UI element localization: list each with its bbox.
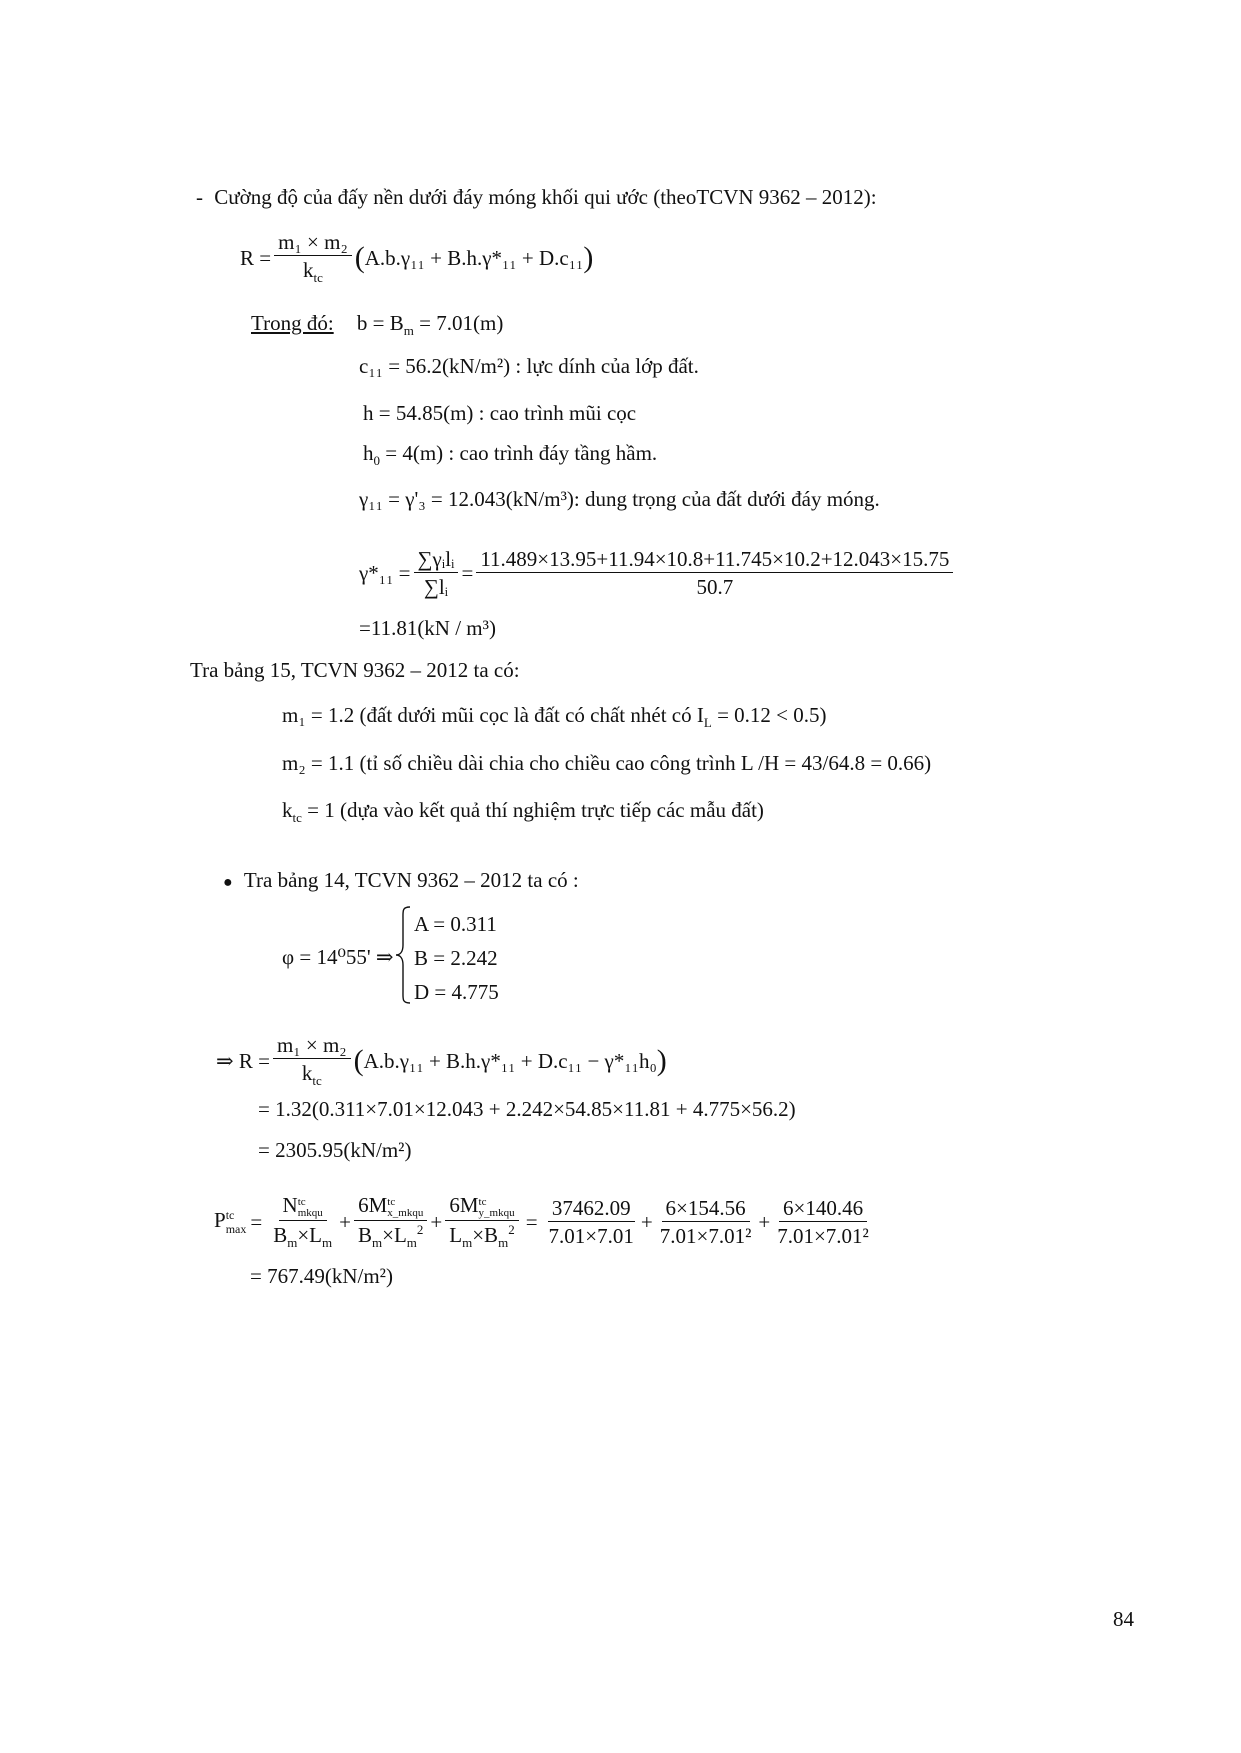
where-h0-text: h [363,441,374,465]
pmax-term3-num [445,1193,518,1220]
coef-B: B = 2.242 [414,946,498,970]
t2-den2: ×L [382,1222,407,1247]
m1-rest: = 0.12 < 0.5) [711,703,827,727]
plus-sign: + [640,1209,653,1234]
plus-sign: + [758,1209,771,1234]
where-label: Trong đó: [251,311,334,335]
plus-sign: + [339,1209,351,1234]
pmax-term2-num [354,1193,427,1220]
pmax-term1-num [279,1193,327,1220]
table15-ktc [282,798,764,826]
paren-open: ( [353,1044,364,1077]
pmax-term1 [269,1193,336,1250]
formula-r2-den-sub: tc [312,1073,322,1089]
t1-sub: mkqu [297,1206,323,1219]
gamma-star-lhs: γ*₁₁ = [359,560,411,585]
formula-gamma-star [359,538,956,608]
coef-A: A = 0.311 [414,912,497,936]
t1-scripts [298,1197,323,1219]
table15-title: Tra bảng 15, TCVN 9362 – 2012 ta có: [190,658,520,682]
m1-text: m₁ = 1.2 (đất dưới mũi cọc là đất có chất nhét có I [282,703,704,727]
pmax-value2 [656,1196,756,1248]
formula-r-den-sub: tc [313,270,323,286]
formula-r2 [216,1030,667,1092]
table14-title-line [223,868,579,893]
t2-den: B [357,1222,372,1247]
gamma-star-sym-den: ∑lᵢ [423,575,449,599]
t3-den2-sub: m [498,1234,509,1250]
formula-r2-numerator: m₁ × m₂ [273,1033,351,1059]
t1-den-sub: m [287,1234,298,1250]
t2-den-sub: m [372,1234,383,1250]
t3-den-sub: m [462,1234,473,1250]
where-b-text: b = B [356,311,404,335]
t1-den: B [273,1222,288,1247]
v2-num: 6×154.56 [662,1196,750,1222]
where-h-line: h = 54.85(m) : cao trình mũi cọc [363,401,637,425]
gamma-star-numeric-fraction [476,547,953,599]
ktc-sub: tc [292,810,302,826]
t2-den2-sub: m [406,1234,417,1250]
t3-den2-sup: 2 [508,1221,515,1237]
where-b [356,311,504,339]
where-b-sub: m [403,323,414,339]
pmax-term2 [354,1193,427,1250]
where-b-value: = 7.01(m) [413,311,504,335]
paren-close: ) [656,1044,667,1077]
t3-den2: ×B [472,1222,499,1247]
pmax-result: = 767.49(kN/m²) [250,1264,393,1288]
where-b-line [251,311,503,339]
t1-num: N [282,1193,298,1218]
formula-r2-fraction [273,1033,351,1089]
t3-scripts [479,1197,515,1219]
formula-r2-denominator [298,1059,326,1089]
plus-sign: + [430,1209,443,1234]
formula-r-paren-content: A.b.γ₁₁ + B.h.γ*₁₁ + D.c₁₁ [364,245,584,270]
t2-sup: tc [387,1195,396,1208]
where-gamma-line: γ₁₁ = γ'₃ = 12.043(kN/m³): dung trọng của đất dưới đáy móng. [359,487,880,511]
gamma-star-symbolic-fraction [414,547,459,599]
pmax-scripts [226,1209,247,1235]
pmax-term3 [445,1193,518,1250]
pmax-sub: max [225,1221,247,1236]
t1-den2-sub: m [322,1234,333,1250]
v1-den: 7.01×7.01 [548,1224,634,1248]
gamma-star-sym-num: ∑γᵢlᵢ [414,547,459,573]
where-c-line: c₁₁ = 56.2(kN/m²) : lực dính của lớp đất. [359,354,699,378]
table14-bullet: ● [223,874,233,891]
gamma-star-den: 50.7 [696,575,734,599]
t3-den: L [449,1222,463,1247]
where-h0-sub: 0 [373,453,380,469]
ktc-rest: = 1 (dựa vào kết quả thí nghiệm trực tiếp các mẫu đất) [301,798,764,822]
t2-scripts [387,1197,423,1219]
formula-r [240,228,593,288]
left-brace [394,905,414,1005]
pmax-value1 [545,1196,638,1248]
pmax-term3-den [445,1221,518,1251]
v3-den: 7.01×7.01² [777,1224,869,1248]
equals-sign: = [250,1209,263,1234]
v2-den: 7.01×7.01² [659,1224,752,1248]
pmax-sup: tc [225,1208,235,1223]
formula-r2-lhs: ⇒ R = [216,1048,270,1073]
pmax-term1-den [269,1221,336,1251]
formula-r-den-k: k [302,258,314,282]
formula-r2-line3: = 2305.95(kN/m²) [258,1138,412,1162]
v3-num: 6×140.46 [779,1196,867,1222]
paren-close: ) [583,241,594,274]
t2-num: 6M [358,1193,388,1218]
t1-sup: tc [297,1195,306,1208]
m1-sub: L [703,715,712,731]
formula-r-numerator: m₁ × m₂ [274,230,352,256]
formula-r2-paren-content: A.b.γ₁₁ + B.h.γ*₁₁ + D.c₁₁ − γ*₁₁h₀ [363,1048,657,1073]
pmax-term2-den [354,1221,427,1251]
gamma-star-result: =11.81(kN / m³) [359,616,496,640]
formula-r2-den-k: k [301,1061,313,1085]
pmax-value3 [773,1196,873,1248]
where-h0-line [363,441,657,469]
heading-text: Cường độ của đấy nền dưới đáy móng khối qui ước (theoTCVN 9362 – 2012): [214,185,877,209]
coef-D: D = 4.775 [414,980,499,1004]
brace-icon [394,905,414,1005]
formula-r2-line2: = 1.32(0.311×7.01×12.043 + 2.242×54.85×11.81 + 4.775×56.2) [258,1097,796,1121]
pmax-p: P [214,1208,226,1233]
t3-sub: y_mkqu [478,1206,515,1219]
table15-m2: m₂ = 1.1 (tỉ số chiều dài chia cho chiều cao công trình L /H = 43/64.8 = 0.66) [282,751,932,775]
t2-den2-sup: 2 [416,1221,424,1237]
formula-r-denominator [299,256,327,286]
where-h0-rest: = 4(m) : cao trình đáy tầng hầm. [380,441,658,465]
heading-bullet: - [196,185,203,209]
ktc-text: k [282,798,293,822]
table15-m1 [282,703,827,731]
formula-r-fraction [274,230,352,286]
v1-num: 37462.09 [548,1196,635,1222]
pmax-lhs [214,1208,246,1235]
t2-sub: x_mkqu [387,1206,424,1219]
formula-r-lhs: R = [240,245,272,270]
section-heading [196,185,877,210]
gamma-star-num: 11.489×13.95+11.94×10.8+11.745×10.2+12.043×15.75 [476,547,953,573]
t1-den2: ×L [297,1222,323,1247]
table14-title: Tra bảng 14, TCVN 9362 – 2012 ta có : [243,868,579,892]
equals-sign: = [461,560,474,585]
t3-num: 6M [449,1193,479,1218]
formula-pmax [214,1186,876,1258]
equals-sign: = [525,1209,538,1234]
t3-sup: tc [478,1195,487,1208]
page-number: 84 [1113,1607,1134,1631]
phi-line: φ = 14⁰55' ⇒ [282,945,394,969]
paren-open: ( [354,241,365,274]
